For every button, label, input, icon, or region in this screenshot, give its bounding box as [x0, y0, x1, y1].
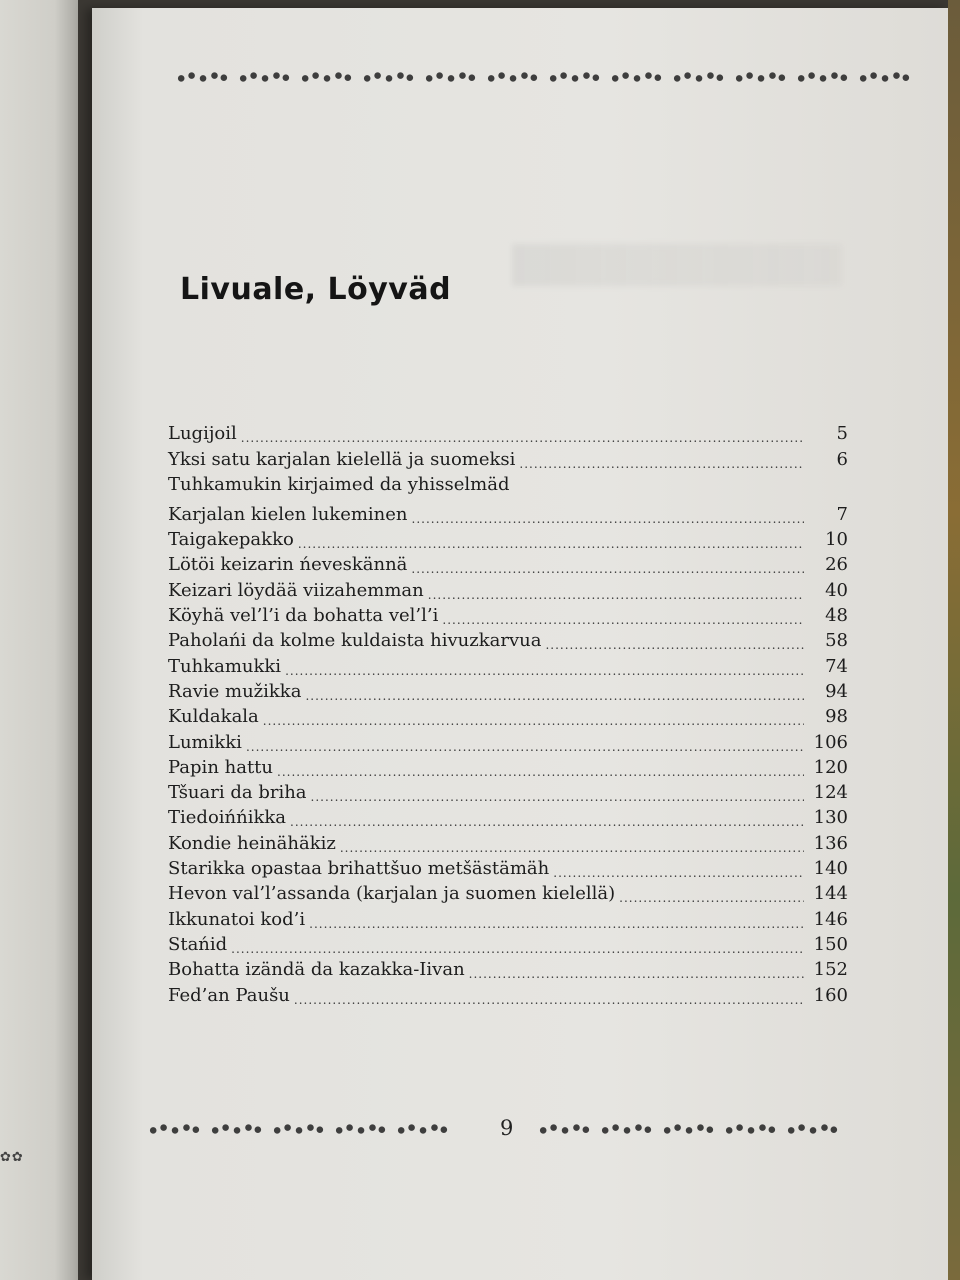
toc-entry-page: 124: [813, 782, 848, 804]
toc-entry: [168, 445, 848, 470]
dot-leader: [428, 588, 804, 602]
toc-entry-page: 130: [813, 807, 848, 829]
toc-entry: [168, 728, 848, 753]
dot-leader: [545, 638, 804, 652]
ornament-icon: [538, 1122, 590, 1136]
toc-entry-title: Hevon val’l’assanda (karjalan ja suomen kielellä): [168, 883, 616, 905]
book-page: [92, 8, 950, 1280]
toc-entry-page: 152: [813, 959, 848, 981]
bottom-ornament-border-left: [148, 1122, 448, 1136]
toc-entry: [168, 652, 848, 677]
dot-leader: [442, 613, 804, 627]
toc-entry-page: 144: [813, 883, 848, 905]
toc-entry-page: 106: [813, 731, 848, 753]
dot-leader: [469, 967, 804, 981]
dot-leader: [553, 866, 804, 880]
toc-entry: [168, 471, 848, 496]
ornament-icon: [796, 70, 848, 84]
toc-entry-page: 160: [813, 984, 848, 1006]
toc-entry-page: 136: [813, 832, 848, 854]
show-through-text: [512, 244, 842, 286]
dot-leader: [294, 993, 804, 1007]
toc-entry: [168, 496, 848, 526]
toc-entry-page: 98: [825, 706, 848, 728]
toc-entry-title: Karjalan kielen lukeminen: [168, 503, 408, 525]
toc-entry-page: 6: [836, 448, 848, 470]
toc-entry-page: 10: [825, 529, 848, 551]
ornament-icon: [272, 1122, 324, 1136]
toc-entry-page: 74: [825, 655, 848, 677]
table-of-contents: [168, 420, 848, 1007]
dot-leader: [305, 689, 804, 703]
toc-entry-title: Ikkunatoi kod’i: [168, 908, 306, 930]
ornament-icon: [424, 70, 476, 84]
ornament-icon: [300, 70, 352, 84]
toc-entry: [168, 829, 848, 854]
toc-entry-page: 7: [836, 503, 848, 525]
toc-entry: [168, 678, 848, 703]
page-title: Livuale, Löyväd: [180, 272, 452, 307]
toc-entry-page: 140: [813, 858, 848, 880]
top-ornament-border: [176, 70, 910, 84]
ornament-icon: [734, 70, 786, 84]
ornament-icon: [672, 70, 724, 84]
toc-entry: [168, 703, 848, 728]
dot-leader: [309, 917, 804, 931]
toc-entry-page: 150: [813, 933, 848, 955]
toc-entry-page: 26: [825, 554, 848, 576]
toc-entry: [168, 576, 848, 601]
toc-entry: [168, 880, 848, 905]
ornament-icon: [176, 70, 228, 84]
toc-entry-title: Kondie heinähäkiz: [168, 832, 336, 854]
background-edge: [948, 0, 960, 1280]
dot-leader: [277, 765, 804, 779]
toc-entry-title: Stańid: [168, 933, 228, 955]
toc-entry: [168, 779, 848, 804]
ornament-icon: ✿✿: [0, 1150, 24, 1165]
dot-leader: [340, 841, 804, 855]
toc-entry-title: Paholańi da kolme kuldaista hivuzkarvua: [168, 630, 542, 652]
dot-leader: [290, 815, 804, 829]
toc-entry-title: Tuhkamukki: [168, 655, 282, 677]
toc-entry-page: 146: [813, 908, 848, 930]
page-number: 9: [500, 1116, 514, 1140]
toc-entry: [168, 855, 848, 880]
toc-entry-title: Köyhä vel’l’i da bohatta vel’l’i: [168, 605, 439, 627]
dot-leader: [412, 512, 804, 526]
toc-entry: [168, 627, 848, 652]
toc-entry-title: Tiedoińńikka: [168, 807, 287, 829]
ornament-icon: [148, 1122, 200, 1136]
toc-entry-title: Keizari löydää viizahemman: [168, 579, 424, 601]
toc-entry: [168, 602, 848, 627]
dot-leader: [519, 457, 804, 471]
ornament-icon: [210, 1122, 262, 1136]
dot-leader: [311, 790, 804, 804]
toc-entry-page: 40: [825, 579, 848, 601]
ornament-icon: [724, 1122, 776, 1136]
toc-entry-page: 58: [825, 630, 848, 652]
toc-entry: [168, 754, 848, 779]
bottom-ornament-border-right: [538, 1122, 838, 1136]
ornament-icon: [486, 70, 538, 84]
toc-entry-title: Ravie mužikka: [168, 680, 302, 702]
toc-entry-title: Tšuari da briha: [168, 782, 307, 804]
toc-entry-title: Bohatta izändä da kazakka-Iivan: [168, 959, 465, 981]
ornament-icon: [610, 70, 662, 84]
toc-entry-title: Lumikki: [168, 731, 242, 753]
toc-entry-title: Lugijoil: [168, 423, 237, 445]
toc-entry: [168, 526, 848, 551]
ornament-icon: [600, 1122, 652, 1136]
toc-entry-title: Fed’an Paušu: [168, 984, 290, 1006]
toc-entry-title: Starikka opastaa brihattšuo metšästämäh: [168, 858, 550, 880]
dot-leader: [246, 740, 804, 754]
toc-entry-page: 48: [825, 605, 848, 627]
ornament-icon: [238, 70, 290, 84]
dot-leader: [298, 537, 804, 551]
ornament-icon: [362, 70, 414, 84]
toc-entry-title: Lötöi keizarin ńeveskännä: [168, 554, 408, 576]
dot-leader: [619, 891, 804, 905]
toc-entry-title: Kuldakala: [168, 706, 259, 728]
ornament-icon: [786, 1122, 838, 1136]
toc-entry: [168, 905, 848, 930]
toc-entry: [168, 804, 848, 829]
toc-entry: [168, 956, 848, 981]
toc-entry-title: Tuhkamukin kirjaimed da yhisselmäd: [168, 473, 510, 495]
toc-entry-page: 5: [836, 423, 848, 445]
dot-leader: [231, 942, 804, 956]
previous-page-edge: [0, 0, 78, 1280]
ornament-icon: [858, 70, 910, 84]
ornament-icon: [334, 1122, 386, 1136]
dot-leader: [411, 562, 804, 576]
toc-entry-title: Papin hattu: [168, 756, 274, 778]
dot-leader: [285, 664, 804, 678]
dot-leader: [263, 714, 804, 728]
toc-entry-title: Yksi satu karjalan kielellä ja suomeksi: [168, 448, 516, 470]
toc-entry-page: 94: [825, 680, 848, 702]
toc-entry: [168, 981, 848, 1006]
ornament-icon: [548, 70, 600, 84]
toc-entry-title: Taigakepakko: [168, 529, 294, 551]
dot-leader: [241, 431, 804, 445]
toc-entry: [168, 420, 848, 445]
ornament-icon: [662, 1122, 714, 1136]
toc-entry: [168, 551, 848, 576]
ornament-icon: [396, 1122, 448, 1136]
toc-entry-page: 120: [813, 756, 848, 778]
toc-entry: [168, 931, 848, 956]
